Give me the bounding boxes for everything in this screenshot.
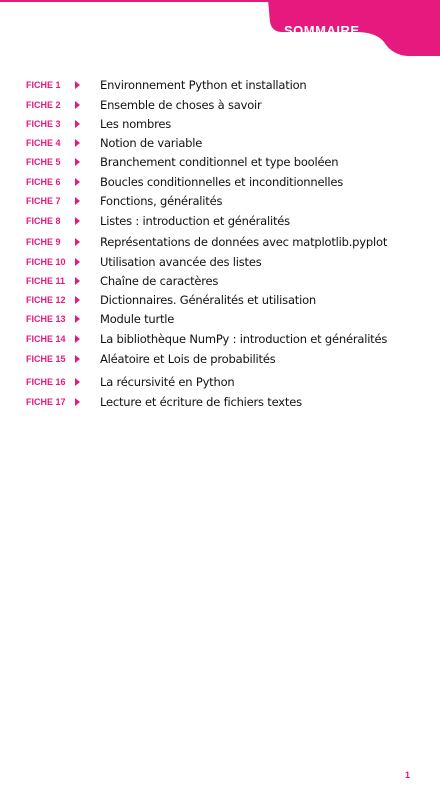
bullet-arrow-icon	[75, 355, 80, 363]
fiche-number: FICHE 9	[26, 237, 61, 247]
bullet-arrow-icon	[75, 258, 80, 266]
fiche-number: FICHE 10	[26, 257, 66, 267]
fiche-title: Lecture et écriture de fichiers textes	[100, 395, 302, 409]
toc-item[interactable]	[0, 153, 440, 171]
fiche-title: Notion de variable	[100, 136, 203, 150]
fiche-title: Chaîne de caractères	[100, 274, 219, 288]
bullet-arrow-icon	[75, 378, 80, 386]
fiche-number: FICHE 5	[26, 157, 61, 167]
toc-item[interactable]	[0, 373, 440, 391]
fiche-number: FICHE 7	[26, 196, 61, 206]
fiche-number: FICHE 6	[26, 177, 61, 187]
toc-item[interactable]	[0, 115, 440, 133]
bullet-arrow-icon	[75, 197, 80, 205]
toc-item[interactable]	[0, 350, 440, 368]
fiche-number: FICHE 11	[26, 276, 66, 286]
toc-item[interactable]	[0, 233, 440, 251]
fiche-number: FICHE 3	[26, 119, 61, 129]
toc-item[interactable]	[0, 330, 440, 348]
fiche-number: FICHE 1	[26, 80, 61, 90]
fiche-number: FICHE 15	[26, 354, 66, 364]
fiche-number: FICHE 12	[26, 295, 66, 305]
bullet-arrow-icon	[75, 277, 80, 285]
bullet-arrow-icon	[75, 296, 80, 304]
toc-item[interactable]	[0, 310, 440, 328]
bullet-arrow-icon	[75, 81, 80, 89]
bullet-arrow-icon	[75, 178, 80, 186]
fiche-title: Listes : introduction et généralités	[100, 214, 290, 228]
fiche-title: Les nombres	[100, 117, 172, 131]
toc-item[interactable]	[0, 192, 440, 210]
toc-item[interactable]	[0, 253, 440, 271]
fiche-title: Boucles conditionnelles et inconditionnelles	[100, 175, 344, 189]
fiche-title: Environnement Python et installation	[100, 78, 307, 92]
bullet-arrow-icon	[75, 315, 80, 323]
fiche-title: La bibliothèque NumPy : introduction et généralités	[100, 332, 388, 346]
bullet-arrow-icon	[75, 335, 80, 343]
fiche-title: La récursivité en Python	[100, 375, 235, 389]
toc-item[interactable]	[0, 96, 440, 114]
bullet-arrow-icon	[75, 101, 80, 109]
toc-item[interactable]	[0, 173, 440, 191]
bullet-arrow-icon	[75, 398, 80, 406]
fiche-title: Fonctions, généralités	[100, 194, 223, 208]
fiche-title: Utilisation avancée des listes	[100, 255, 262, 269]
fiche-number: FICHE 8	[26, 216, 61, 226]
header	[0, 0, 440, 56]
fiche-number: FICHE 14	[26, 334, 66, 344]
fiche-number: FICHE 17	[26, 397, 66, 407]
bullet-arrow-icon	[75, 139, 80, 147]
fiche-title: Dictionnaires. Généralités et utilisation	[100, 293, 317, 307]
fiche-number: FICHE 16	[26, 377, 66, 387]
toc-item[interactable]	[0, 393, 440, 411]
fiche-title: Module turtle	[100, 312, 175, 326]
fiche-title: Représentations de données avec matplotlib.pyplot	[100, 235, 388, 249]
bullet-arrow-icon	[75, 120, 80, 128]
toc-item[interactable]	[0, 76, 440, 94]
bullet-arrow-icon	[75, 238, 80, 246]
toc-item[interactable]	[0, 291, 440, 309]
fiche-number: FICHE 13	[26, 314, 66, 324]
fiche-title: Ensemble de choses à savoir	[100, 98, 262, 112]
fiche-title: Aléatoire et Lois de probabilités	[100, 352, 276, 366]
bullet-arrow-icon	[75, 158, 80, 166]
toc-item[interactable]	[0, 272, 440, 290]
toc-item[interactable]	[0, 134, 440, 152]
page-number: 1	[405, 770, 411, 780]
fiche-number: FICHE 4	[26, 138, 61, 148]
fiche-title: Branchement conditionnel et type booléen	[100, 155, 339, 169]
header-band	[0, 0, 440, 56]
fiche-number: FICHE 2	[26, 100, 61, 110]
bullet-arrow-icon	[75, 217, 80, 225]
page-title: SOMMAIRE	[284, 23, 360, 38]
toc-item[interactable]	[0, 212, 440, 230]
